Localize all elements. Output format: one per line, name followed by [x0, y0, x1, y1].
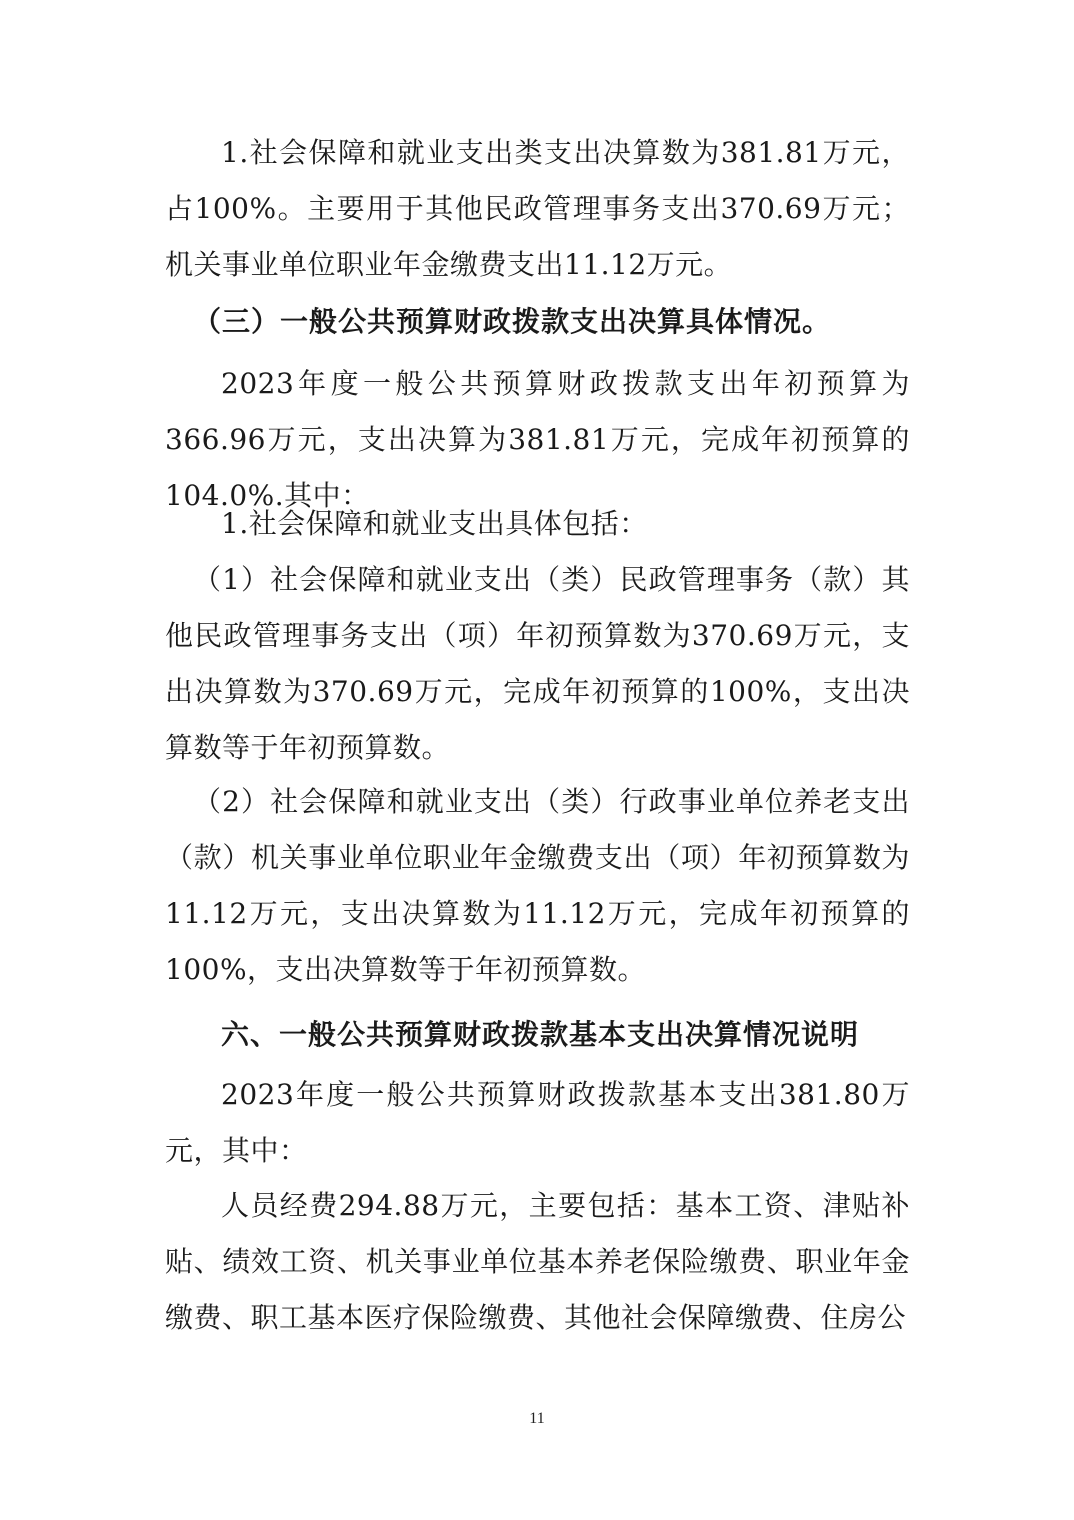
paragraph-personnel-expenses: 人员经费294.88万元，主要包括：基本工资、津贴补贴、绩效工资、机关事业单位基本养老保险缴费、职业年金缴费、职工基本医疗保险缴费、其他社会保障缴费、住房公: [165, 1189, 910, 1334]
paragraph-2023-expenditure-summary: 2023年度一般公共预算财政拨款支出年初预算为366.96万元，支出决算为381.81万元，完成年初预算的104.0%.其中：: [165, 367, 910, 512]
page-number: 11: [529, 1410, 545, 1427]
paragraph-civil-affairs-item: （1）社会保障和就业支出（类）民政管理事务（款）其他民政管理事务支出（项）年初预算数为370.69万元，支出决算数为370.69万元，完成年初预算的100%，支出决算数等于年初预算数。: [165, 563, 910, 764]
paragraph-social-security-intro: 1.社会保障和就业支出具体包括：: [221, 507, 648, 540]
paragraph-social-security-expenditure: 1.社会保障和就业支出类支出决算数为381.81万元，占100%。主要用于其他民政管理事务支出370.69万元；机关事业单位职业年金缴费支出11.12万元。: [165, 136, 910, 281]
paragraph-basic-expenditure-total: 2023年度一般公共预算财政拨款基本支出381.80万元，其中：: [165, 1078, 910, 1167]
subheading-general-budget-expenditure-details: （三）一般公共预算财政拨款支出决算具体情况。: [193, 305, 832, 338]
paragraph-pension-item: （2）社会保障和就业支出（类）行政事业单位养老支出（款）机关事业单位职业年金缴费支出（项）年初预算数为11.12万元，支出决算数为11.12万元，完成年初预算的100%，支出决算数等于年初预算数。: [165, 785, 910, 986]
section-heading-basic-expenditure: 六、一般公共预算财政拨款基本支出决算情况说明: [221, 1018, 860, 1051]
